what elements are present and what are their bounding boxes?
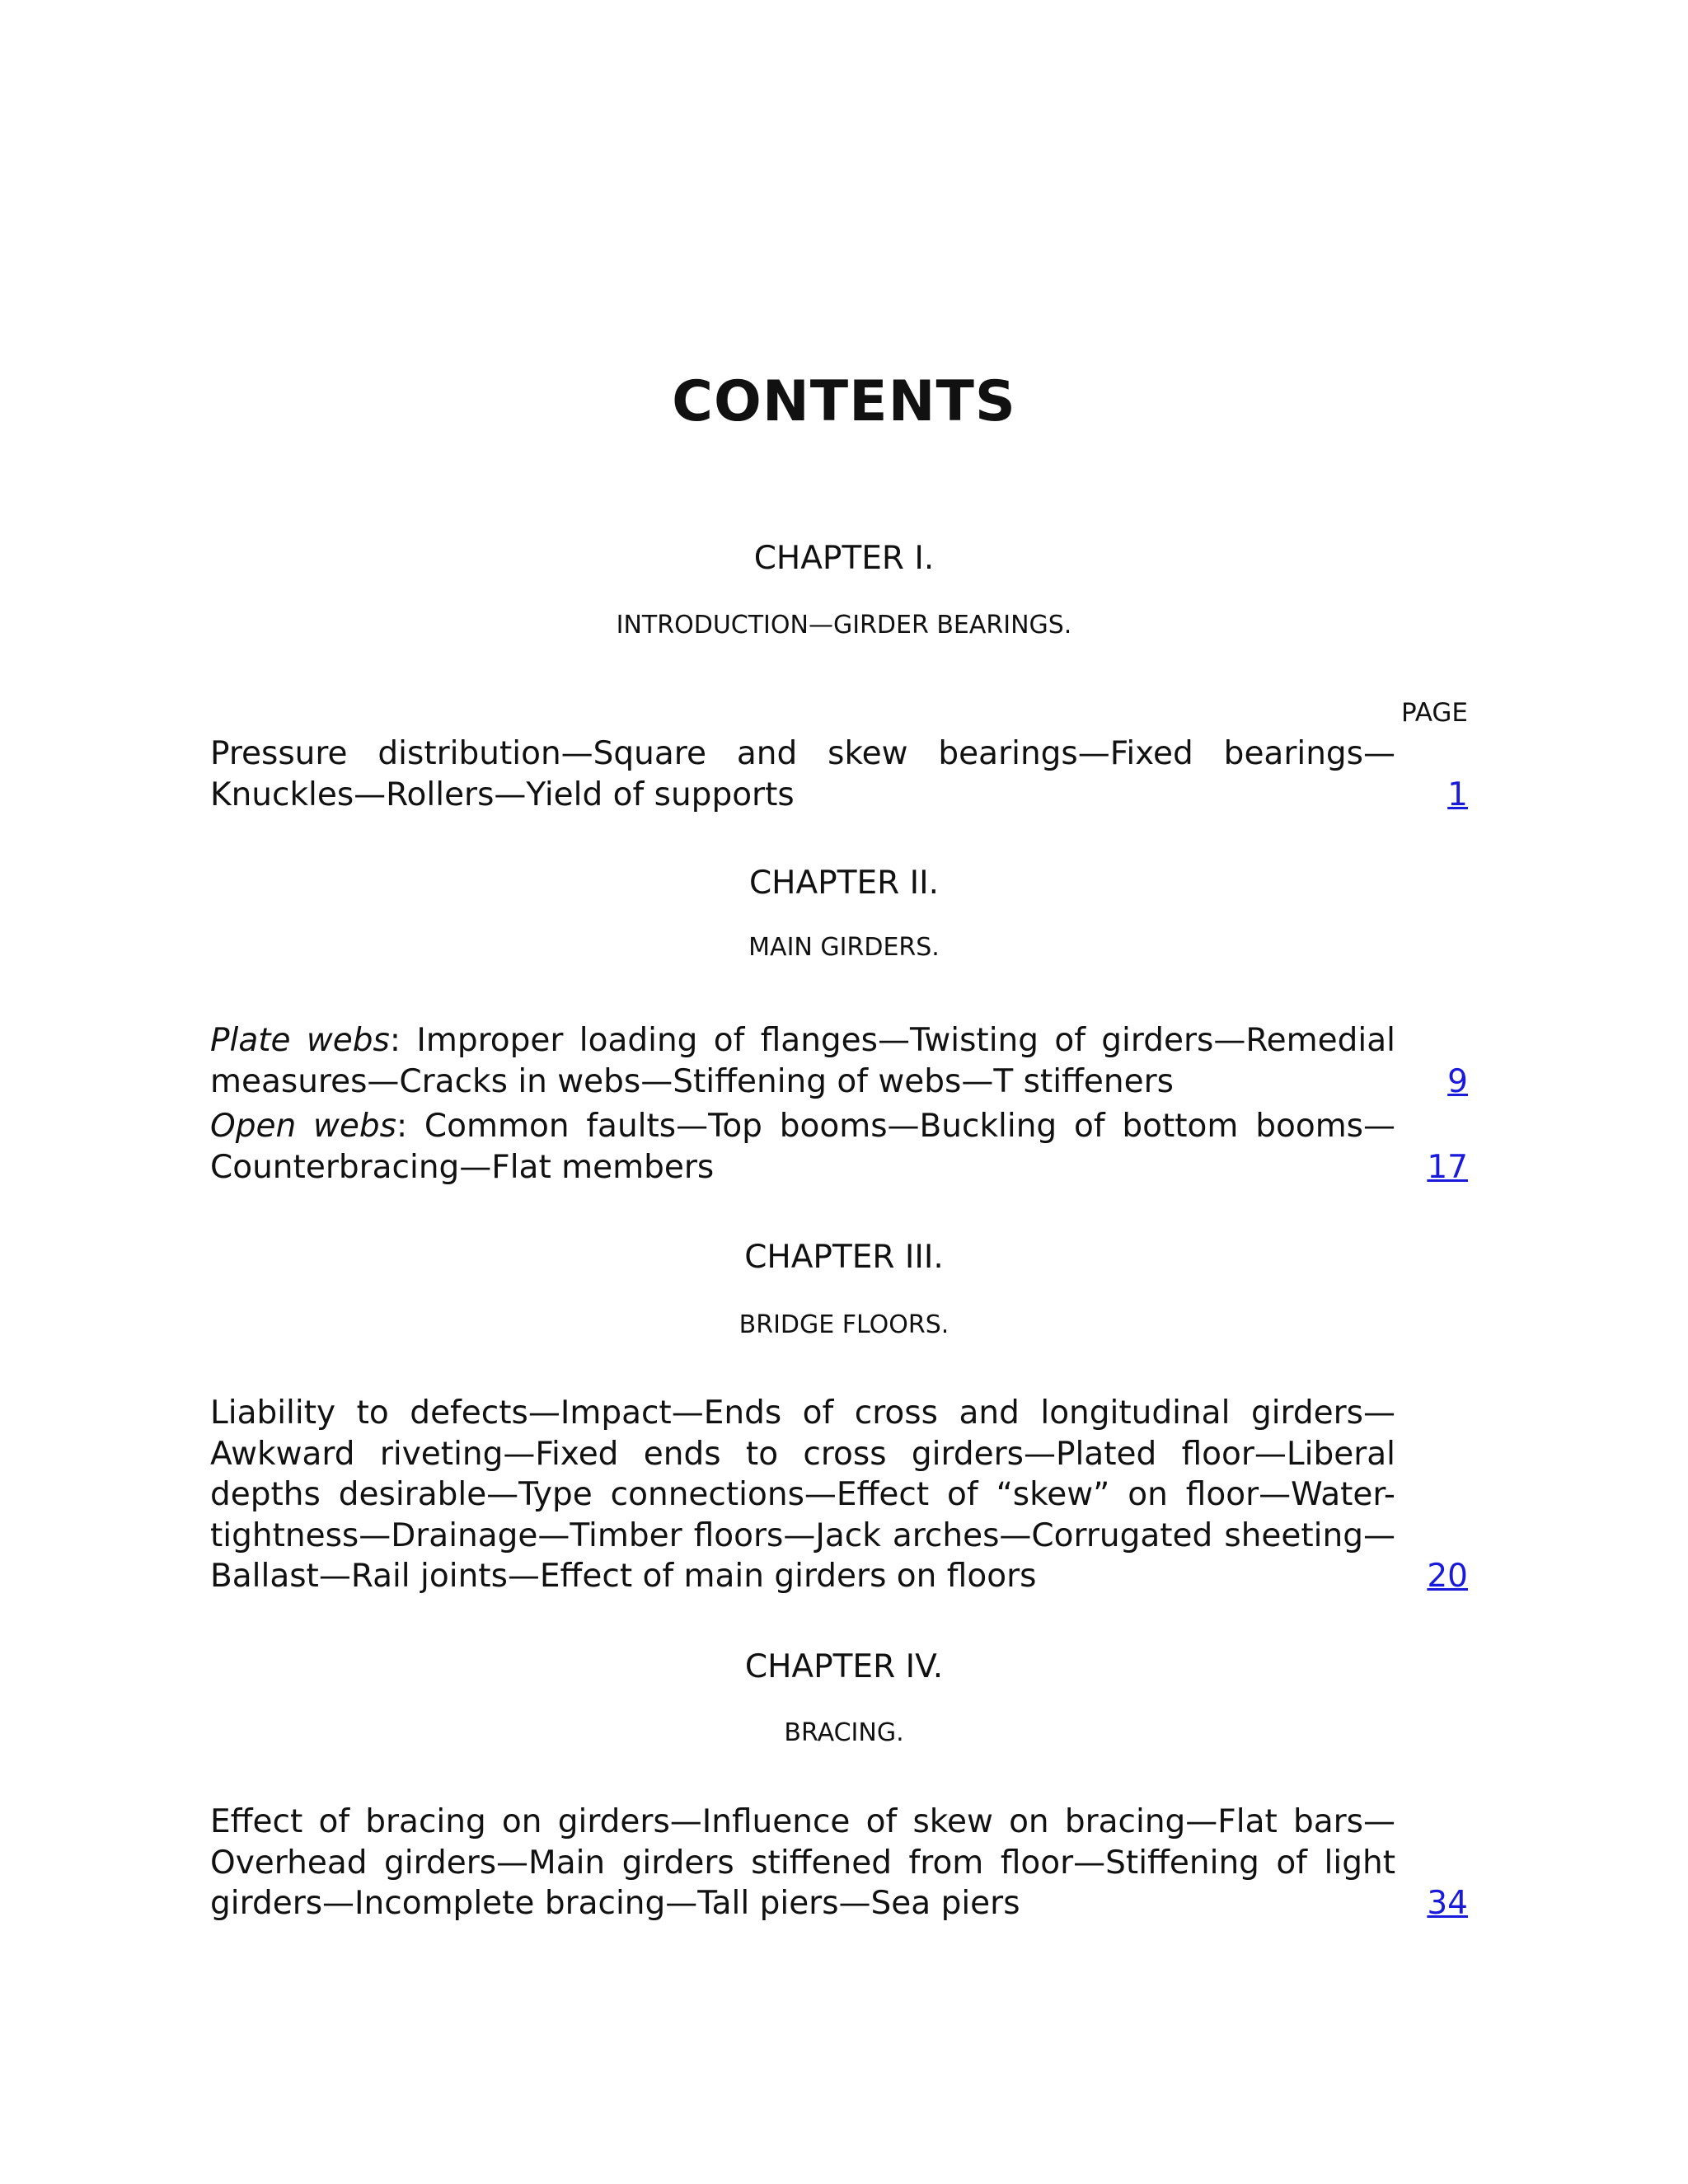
entry-body: : Improper loading of flanges—Twisting of girders—Remedial measures—Cracks in webs—Stiffening of webs—T stiffeners [210, 1022, 1395, 1100]
page-column-label: PAGE [1401, 698, 1468, 728]
chapter-subtitle: INTRODUCTION—GIRDER BEARINGS. [616, 611, 1072, 640]
chapter-heading: CHAPTER III. [744, 1239, 944, 1276]
toc-entry [210, 1802, 1468, 1924]
chapter-1-header [0, 539, 1688, 640]
page-link[interactable]: 17 [1427, 1148, 1468, 1186]
toc-entry [210, 733, 1468, 815]
chapter-subtitle: MAIN GIRDERS. [748, 933, 940, 962]
toc-entry [210, 1393, 1468, 1597]
chapter-heading: CHAPTER IV. [744, 1648, 944, 1685]
entry-lead: Plate webs [210, 1022, 390, 1059]
toc-entry-text: Pressure distribution—Square and skew bearings—Fixed bearings—Knuckles—Rollers—Yield of supports [210, 735, 1395, 813]
toc-entry-text: Effect of bracing on girders—Influence of skew on bracing—Flat bars—Overhead girders—Main girders stiffened from floor—Stiffening of light girders—Incomplete bracing—Tall piers—Sea piers [210, 1803, 1395, 1922]
page-link[interactable]: 9 [1447, 1062, 1468, 1100]
chapter-3-header [0, 1238, 1688, 1340]
entry-lead: Open webs [210, 1108, 396, 1145]
chapter-2-header [0, 864, 1688, 963]
toc-entry-text [210, 1106, 1395, 1188]
chapter-heading: CHAPTER II. [748, 865, 940, 902]
toc-entry-text [210, 1020, 1395, 1102]
chapter-subtitle: BRACING. [784, 1718, 904, 1747]
page-link[interactable]: 1 [1447, 776, 1468, 813]
chapter-subtitle: BRIDGE FLOORS. [738, 1310, 950, 1339]
chapter-heading: CHAPTER I. [753, 540, 935, 577]
toc-entry [210, 1106, 1468, 1188]
page-link[interactable]: 34 [1427, 1885, 1468, 1922]
page-title: CONTENTS [672, 368, 1016, 434]
chapter-4-header [0, 1647, 1688, 1748]
toc-entry-text: Liability to defects—Impact—Ends of cross and longitudinal girders—Awkward riveting—Fixed ends to cross girders—Plated floor—Liberal depths desirable—Type connections—Effect of “skew” on floor—Water-tightness—Drainage—Timber floors—Jack arches—Corrugated sheeting—Ballast—Rail joints—Effect of main girders on floors [210, 1394, 1395, 1595]
toc-entry [210, 1020, 1468, 1102]
page-link[interactable]: 20 [1427, 1558, 1468, 1595]
entry-body: : Common faults—Top booms—Buckling of bottom booms—Counterbracing—Flat members [210, 1108, 1396, 1186]
